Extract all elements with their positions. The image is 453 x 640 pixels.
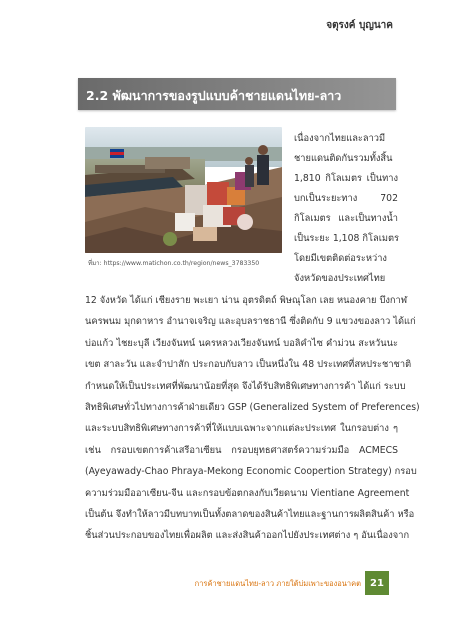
side-paragraph	[294, 129, 398, 289]
text-line: บกเป็นระยะทาง 702	[294, 193, 398, 204]
section-title: 2.2 พัฒนาการของรูปแบบค้าชายแดนไทย-ลาว	[86, 88, 342, 103]
text-line: เขต สาละวัน และจำปาสัก ประกอบกับลาว เป็นหนึ่งใน 48 ประเทศที่สหประชาชาติ	[85, 359, 412, 371]
text-line: ชายแดนติดกันรวมทั้งสิ้น	[294, 153, 393, 164]
text-line: เป็นต้น จึงทำให้ลาวมีบทบาทเป็นทั้งตลาดของสินค้าไทยและฐานการผลิตสินค้า หรือ	[85, 509, 415, 521]
footer-book-title: การค้าชายแดนไทย-ลาว ภายใต้บ่มเพาะของอนาคต	[194, 579, 361, 588]
text-line: 12 จังหวัด ได้แก่ เชียงราย พะเยา น่าน อุตรดิตถ์ พิษณุโลก เลย หนองคาย บึงกาฬ	[85, 295, 408, 306]
body-paragraph	[85, 290, 420, 547]
text-line: เนื่องจากไทยและลาวมี	[294, 133, 386, 144]
text-line: บ่อแก้ว ไชยะบุลี เวียงจันทน์ นครหลวงเวียงจันทน์ บอลิคำไซ คำม่วน สะหวันนะ	[85, 337, 398, 349]
text-line: และระบบสิทธิพิเศษทางการค้าที่ให้แบบเฉพาะจากแต่ละประเทศ ในกรอบต่าง ๆ	[85, 423, 398, 435]
text-line: เช่น กรอบเขตการค้าเสรีอาเซียน กรอบยุทธศาสตร์ความร่วมมือ ACMECS	[85, 444, 398, 456]
text-line: นครพนม มุกดาหาร อำนาจเจริญ และอุบลราชธานี ซึ่งติดกับ 9 แขวงของลาว ได้แก่	[85, 316, 416, 328]
text-line: สิทธิพิเศษทั่วไปทางการค้าฝ่ายเดียว GSP (Generalized System of Preferences)	[85, 402, 420, 414]
author-name: จตุรงค์ บุญนาค	[326, 20, 393, 31]
text-line: กิโลเมตร และเป็นทางน้ำ	[294, 213, 398, 224]
photo-caption: ที่มา: https://www.matichon.co.th/region/news_3783350	[88, 260, 260, 267]
section-heading-bar	[78, 78, 396, 110]
page-number: 21	[365, 571, 389, 595]
text-line: (Ayeyawady-Chao Phraya-Mekong Economic Coopertion Strategy) กรอบ	[85, 466, 417, 478]
text-line: 1,810 กิโลเมตร เป็นทาง	[294, 173, 398, 184]
text-line: โดยมีเขตติดต่อระหว่าง	[294, 253, 387, 264]
border-trade-photo	[85, 127, 282, 253]
text-line: กำหนดให้เป็นประเทศที่พัฒนาน้อยที่สุด จึงได้รับสิทธิพิเศษทางการค้า ได้แก่ ระบบ	[85, 380, 406, 392]
text-line: จังหวัดของประเทศไทย	[294, 273, 386, 284]
text-line: เป็นระยะ 1,108 กิโลเมตร	[294, 233, 400, 244]
text-line: ชิ้นส่วนประกอบของไทยเพื่อผลิต และส่งสินค้าออกไปยังประเทศต่าง ๆ อันเนื่องจาก	[85, 530, 410, 542]
text-line: ความร่วมมืออาเซียน-จีน และกรอบข้อตกลงกับเวียดนาม Vientiane Agreement	[85, 487, 410, 499]
